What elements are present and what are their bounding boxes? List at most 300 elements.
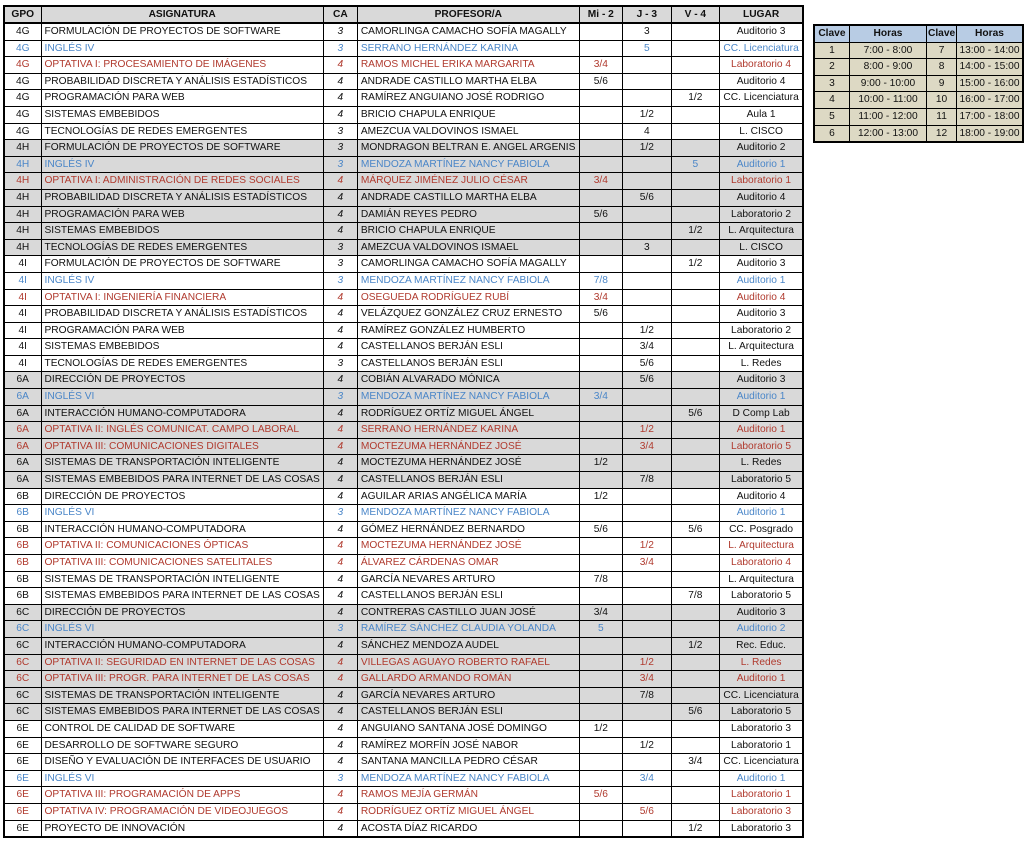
cell-mi bbox=[579, 754, 622, 771]
cell-asignatura: DIRECCIÓN DE PROYECTOS bbox=[41, 372, 323, 389]
header-mi: Mi - 2 bbox=[579, 6, 622, 23]
header-v: V - 4 bbox=[671, 6, 719, 23]
table-row bbox=[4, 505, 803, 522]
cell-lugar: Laboratorio 1 bbox=[719, 737, 803, 754]
cell-asignatura: INTERACCIÓN HUMANO-COMPUTADORA bbox=[41, 637, 323, 654]
cell-ca: 4 bbox=[323, 571, 357, 588]
cell-v: 3/4 bbox=[671, 754, 719, 771]
cell-v bbox=[671, 720, 719, 737]
cell-lugar: L. Redes bbox=[719, 355, 803, 372]
cell-v bbox=[671, 737, 719, 754]
cell-ca: 4 bbox=[323, 455, 357, 472]
cell-ca: 3 bbox=[323, 621, 357, 638]
cell-lugar: Auditorio 3 bbox=[719, 306, 803, 323]
cell-v bbox=[671, 140, 719, 157]
cell-mi: 7/8 bbox=[579, 571, 622, 588]
cell-j bbox=[622, 604, 671, 621]
cell-lugar: Laboratorio 2 bbox=[719, 206, 803, 223]
cell-gpo: 6A bbox=[4, 422, 41, 439]
cell-gpo: 6B bbox=[4, 588, 41, 605]
cell-gpo: 6B bbox=[4, 505, 41, 522]
table-row bbox=[4, 206, 803, 223]
key-horas: 16:00 - 17:00 bbox=[956, 92, 1023, 109]
key-horas: 7:00 - 8:00 bbox=[849, 42, 926, 59]
cell-j bbox=[622, 272, 671, 289]
cell-mi bbox=[579, 770, 622, 787]
key-horas: 17:00 - 18:00 bbox=[956, 108, 1023, 125]
cell-gpo: 6E bbox=[4, 754, 41, 771]
cell-lugar: Auditorio 1 bbox=[719, 156, 803, 173]
key-header-horas: Horas bbox=[956, 25, 1023, 42]
key-horas: 9:00 - 10:00 bbox=[849, 75, 926, 92]
cell-asignatura: INGLÉS IV bbox=[41, 272, 323, 289]
cell-ca: 4 bbox=[323, 803, 357, 820]
table-row bbox=[4, 322, 803, 339]
cell-j: 5/6 bbox=[622, 355, 671, 372]
table-row bbox=[4, 704, 803, 721]
key-clave: 6 bbox=[814, 125, 849, 142]
cell-mi: 3/4 bbox=[579, 173, 622, 190]
cell-gpo: 4H bbox=[4, 173, 41, 190]
cell-gpo: 6E bbox=[4, 737, 41, 754]
cell-gpo: 4H bbox=[4, 189, 41, 206]
cell-gpo: 6C bbox=[4, 621, 41, 638]
cell-v bbox=[671, 555, 719, 572]
table-row bbox=[4, 156, 803, 173]
cell-profesor: RAMÍREZ GONZÁLEZ HUMBERTO bbox=[357, 322, 579, 339]
cell-ca: 4 bbox=[323, 654, 357, 671]
cell-ca: 4 bbox=[323, 704, 357, 721]
cell-mi bbox=[579, 156, 622, 173]
cell-v bbox=[671, 206, 719, 223]
cell-lugar: L. CISCO bbox=[719, 123, 803, 140]
hours-key-table bbox=[813, 24, 1024, 143]
cell-asignatura: INGLÉS VI bbox=[41, 770, 323, 787]
cell-lugar: L. Redes bbox=[719, 455, 803, 472]
cell-mi: 3/4 bbox=[579, 389, 622, 406]
cell-j bbox=[622, 173, 671, 190]
cell-ca: 4 bbox=[323, 189, 357, 206]
cell-ca: 4 bbox=[323, 488, 357, 505]
table-row bbox=[4, 339, 803, 356]
cell-lugar: Laboratorio 1 bbox=[719, 787, 803, 804]
cell-asignatura: OPTATIVA III: COMUNICACIONES SATELITALES bbox=[41, 555, 323, 572]
cell-mi bbox=[579, 322, 622, 339]
cell-lugar: L. Arquitectura bbox=[719, 538, 803, 555]
cell-gpo: 4I bbox=[4, 256, 41, 273]
cell-j: 3 bbox=[622, 23, 671, 40]
key-row bbox=[814, 59, 1023, 76]
cell-gpo: 4I bbox=[4, 322, 41, 339]
cell-gpo: 4G bbox=[4, 57, 41, 74]
cell-mi bbox=[579, 189, 622, 206]
table-row bbox=[4, 604, 803, 621]
table-row bbox=[4, 455, 803, 472]
cell-ca: 4 bbox=[323, 820, 357, 837]
cell-profesor: ACOSTA DÍAZ RICARDO bbox=[357, 820, 579, 837]
cell-profesor: CASTELLANOS BERJÁN ESLI bbox=[357, 355, 579, 372]
cell-lugar: Auditorio 1 bbox=[719, 422, 803, 439]
cell-asignatura: SISTEMAS DE TRANSPORTACIÓN INTELIGENTE bbox=[41, 571, 323, 588]
cell-mi bbox=[579, 23, 622, 40]
cell-profesor: CONTRERAS CASTILLO JUAN JOSÉ bbox=[357, 604, 579, 621]
cell-v bbox=[671, 389, 719, 406]
cell-gpo: 6E bbox=[4, 803, 41, 820]
cell-lugar: Laboratorio 4 bbox=[719, 555, 803, 572]
cell-v: 1/2 bbox=[671, 90, 719, 107]
cell-v: 1/2 bbox=[671, 637, 719, 654]
table-row bbox=[4, 223, 803, 240]
table-row bbox=[4, 389, 803, 406]
cell-v bbox=[671, 106, 719, 123]
cell-profesor: MOCTEZUMA HERNÁNDEZ JOSÉ bbox=[357, 455, 579, 472]
cell-gpo: 6C bbox=[4, 604, 41, 621]
cell-profesor: ANGUIANO SANTANA JOSÉ DOMINGO bbox=[357, 720, 579, 737]
cell-asignatura: PROBABILIDAD DISCRETA Y ANÁLISIS ESTADÍSTICOS bbox=[41, 189, 323, 206]
table-row bbox=[4, 737, 803, 754]
key-horas: 13:00 - 14:00 bbox=[956, 42, 1023, 59]
cell-gpo: 4G bbox=[4, 23, 41, 40]
cell-gpo: 6C bbox=[4, 687, 41, 704]
cell-v bbox=[671, 239, 719, 256]
cell-mi bbox=[579, 472, 622, 489]
table-row bbox=[4, 372, 803, 389]
cell-lugar: Auditorio 4 bbox=[719, 488, 803, 505]
cell-lugar: Auditorio 1 bbox=[719, 770, 803, 787]
cell-profesor: GÓMEZ HERNÁNDEZ BERNARDO bbox=[357, 521, 579, 538]
cell-profesor: AGUILAR ARIAS ANGÉLICA MARÍA bbox=[357, 488, 579, 505]
cell-gpo: 4I bbox=[4, 339, 41, 356]
cell-gpo: 4I bbox=[4, 289, 41, 306]
key-clave: 9 bbox=[927, 75, 957, 92]
cell-ca: 4 bbox=[323, 787, 357, 804]
key-header-clave: Clave bbox=[927, 25, 957, 42]
cell-lugar: Laboratorio 4 bbox=[719, 57, 803, 74]
table-row bbox=[4, 754, 803, 771]
cell-ca: 3 bbox=[323, 40, 357, 57]
key-clave: 3 bbox=[814, 75, 849, 92]
cell-lugar: Auditorio 2 bbox=[719, 140, 803, 157]
cell-profesor: SANTANA MANCILLA PEDRO CÉSAR bbox=[357, 754, 579, 771]
cell-mi bbox=[579, 422, 622, 439]
cell-lugar: Auditorio 3 bbox=[719, 23, 803, 40]
table-row bbox=[4, 488, 803, 505]
schedule-body bbox=[4, 23, 803, 837]
cell-mi bbox=[579, 737, 622, 754]
cell-v: 1/2 bbox=[671, 256, 719, 273]
cell-lugar: Aula 1 bbox=[719, 106, 803, 123]
cell-j bbox=[622, 621, 671, 638]
cell-v bbox=[671, 538, 719, 555]
cell-ca: 3 bbox=[323, 389, 357, 406]
cell-j: 1/2 bbox=[622, 737, 671, 754]
header-profesor: PROFESOR/A bbox=[357, 6, 579, 23]
key-clave: 5 bbox=[814, 108, 849, 125]
cell-v bbox=[671, 372, 719, 389]
cell-v bbox=[671, 455, 719, 472]
cell-lugar: Laboratorio 5 bbox=[719, 472, 803, 489]
cell-ca: 4 bbox=[323, 588, 357, 605]
cell-ca: 4 bbox=[323, 57, 357, 74]
cell-asignatura: PROGRAMACIÓN PARA WEB bbox=[41, 322, 323, 339]
cell-v bbox=[671, 289, 719, 306]
cell-v: 5/6 bbox=[671, 521, 719, 538]
cell-j: 7/8 bbox=[622, 472, 671, 489]
cell-lugar: Auditorio 2 bbox=[719, 621, 803, 638]
cell-profesor: CAMORLINGA CAMACHO SOFÍA MAGALLY bbox=[357, 256, 579, 273]
cell-v bbox=[671, 472, 719, 489]
cell-ca: 4 bbox=[323, 637, 357, 654]
cell-lugar: D Comp Lab bbox=[719, 405, 803, 422]
cell-asignatura: PROBABILIDAD DISCRETA Y ANÁLISIS ESTADÍSTICOS bbox=[41, 306, 323, 323]
cell-j bbox=[622, 488, 671, 505]
cell-gpo: 4H bbox=[4, 140, 41, 157]
cell-profesor: DAMIÁN REYES PEDRO bbox=[357, 206, 579, 223]
cell-lugar: Auditorio 4 bbox=[719, 289, 803, 306]
cell-asignatura: INGLÉS VI bbox=[41, 389, 323, 406]
cell-ca: 3 bbox=[323, 256, 357, 273]
cell-ca: 4 bbox=[323, 671, 357, 688]
cell-v bbox=[671, 173, 719, 190]
key-clave: 8 bbox=[927, 59, 957, 76]
cell-ca: 4 bbox=[323, 720, 357, 737]
cell-ca: 3 bbox=[323, 140, 357, 157]
cell-lugar: CC. Licenciatura bbox=[719, 687, 803, 704]
table-row bbox=[4, 687, 803, 704]
key-row bbox=[814, 75, 1023, 92]
cell-ca: 4 bbox=[323, 737, 357, 754]
cell-v: 5/6 bbox=[671, 405, 719, 422]
cell-j: 7/8 bbox=[622, 687, 671, 704]
cell-profesor: MENDOZA MARTÍNEZ NANCY FABIOLA bbox=[357, 156, 579, 173]
cell-profesor: MENDOZA MARTÍNEZ NANCY FABIOLA bbox=[357, 505, 579, 522]
cell-mi: 1/2 bbox=[579, 720, 622, 737]
cell-v: 5/6 bbox=[671, 704, 719, 721]
cell-v bbox=[671, 40, 719, 57]
cell-j bbox=[622, 90, 671, 107]
cell-ca: 4 bbox=[323, 90, 357, 107]
cell-profesor: AMEZCUA VALDOVINOS ISMAEL bbox=[357, 123, 579, 140]
cell-v bbox=[671, 23, 719, 40]
cell-v bbox=[671, 322, 719, 339]
key-horas: 11:00 - 12:00 bbox=[849, 108, 926, 125]
cell-profesor: RAMÍREZ SÁNCHEZ CLAUDIA YOLANDA bbox=[357, 621, 579, 638]
cell-asignatura: PROGRAMACIÓN PARA WEB bbox=[41, 206, 323, 223]
header-gpo: GPO bbox=[4, 6, 41, 23]
cell-asignatura: INGLÉS VI bbox=[41, 505, 323, 522]
table-row bbox=[4, 720, 803, 737]
cell-gpo: 6A bbox=[4, 405, 41, 422]
cell-ca: 4 bbox=[323, 372, 357, 389]
cell-v bbox=[671, 422, 719, 439]
cell-asignatura: FORMULACIÓN DE PROYECTOS DE SOFTWARE bbox=[41, 23, 323, 40]
cell-asignatura: PROYECTO DE INNOVACIÓN bbox=[41, 820, 323, 837]
cell-profesor: MENDOZA MARTÍNEZ NANCY FABIOLA bbox=[357, 389, 579, 406]
table-row bbox=[4, 173, 803, 190]
cell-ca: 3 bbox=[323, 355, 357, 372]
cell-gpo: 4G bbox=[4, 106, 41, 123]
cell-gpo: 6A bbox=[4, 372, 41, 389]
cell-profesor: MOCTEZUMA HERNÁNDEZ JOSÉ bbox=[357, 538, 579, 555]
cell-asignatura: SISTEMAS DE TRANSPORTACIÓN INTELIGENTE bbox=[41, 455, 323, 472]
key-row bbox=[814, 92, 1023, 109]
cell-gpo: 4H bbox=[4, 239, 41, 256]
cell-lugar: CC. Licenciatura bbox=[719, 40, 803, 57]
cell-lugar: CC. Licenciatura bbox=[719, 90, 803, 107]
table-row bbox=[4, 40, 803, 57]
cell-mi bbox=[579, 654, 622, 671]
cell-j bbox=[622, 637, 671, 654]
cell-asignatura: DIRECCIÓN DE PROYECTOS bbox=[41, 604, 323, 621]
cell-ca: 4 bbox=[323, 306, 357, 323]
cell-lugar: Laboratorio 2 bbox=[719, 322, 803, 339]
cell-profesor: MÁRQUEZ JIMÉNEZ JULIO CÉSAR bbox=[357, 173, 579, 190]
table-row bbox=[4, 621, 803, 638]
cell-j: 5/6 bbox=[622, 372, 671, 389]
cell-profesor: MOCTEZUMA HERNÁNDEZ JOSÉ bbox=[357, 438, 579, 455]
cell-lugar: Laboratorio 5 bbox=[719, 588, 803, 605]
cell-profesor: ANDRADE CASTILLO MARTHA ELBA bbox=[357, 73, 579, 90]
table-row bbox=[4, 73, 803, 90]
cell-gpo: 6A bbox=[4, 438, 41, 455]
cell-lugar: Auditorio 4 bbox=[719, 189, 803, 206]
cell-v: 7/8 bbox=[671, 588, 719, 605]
cell-asignatura: SISTEMAS EMBEBIDOS PARA INTERNET DE LAS COSAS bbox=[41, 588, 323, 605]
cell-mi bbox=[579, 90, 622, 107]
cell-profesor: GARCÍA NEVARES ARTURO bbox=[357, 687, 579, 704]
cell-j bbox=[622, 156, 671, 173]
cell-j: 3/4 bbox=[622, 671, 671, 688]
cell-gpo: 6E bbox=[4, 770, 41, 787]
table-row bbox=[4, 289, 803, 306]
cell-asignatura: FORMULACIÓN DE PROYECTOS DE SOFTWARE bbox=[41, 140, 323, 157]
cell-gpo: 6A bbox=[4, 389, 41, 406]
cell-ca: 3 bbox=[323, 272, 357, 289]
cell-asignatura: OPTATIVA II: INGLÉS COMUNICAT. CAMPO LABORAL bbox=[41, 422, 323, 439]
cell-lugar: Auditorio 1 bbox=[719, 505, 803, 522]
cell-lugar: L. Arquitectura bbox=[719, 339, 803, 356]
cell-v: 5 bbox=[671, 156, 719, 173]
cell-ca: 3 bbox=[323, 156, 357, 173]
cell-v bbox=[671, 621, 719, 638]
cell-mi bbox=[579, 820, 622, 837]
cell-v bbox=[671, 687, 719, 704]
cell-mi: 5/6 bbox=[579, 521, 622, 538]
cell-lugar: Laboratorio 5 bbox=[719, 438, 803, 455]
cell-lugar: Laboratorio 3 bbox=[719, 720, 803, 737]
cell-mi bbox=[579, 687, 622, 704]
cell-ca: 3 bbox=[323, 505, 357, 522]
cell-lugar: Laboratorio 1 bbox=[719, 173, 803, 190]
cell-ca: 3 bbox=[323, 23, 357, 40]
cell-profesor: RODRÍGUEZ ORTÍZ MIGUEL ÁNGEL bbox=[357, 405, 579, 422]
schedule-table bbox=[3, 5, 804, 838]
cell-mi bbox=[579, 538, 622, 555]
cell-gpo: 6B bbox=[4, 555, 41, 572]
key-clave: 1 bbox=[814, 42, 849, 59]
cell-lugar: Auditorio 1 bbox=[719, 389, 803, 406]
cell-mi: 3/4 bbox=[579, 289, 622, 306]
cell-mi bbox=[579, 106, 622, 123]
key-clave: 7 bbox=[927, 42, 957, 59]
cell-gpo: 4I bbox=[4, 272, 41, 289]
cell-v bbox=[671, 488, 719, 505]
cell-ca: 4 bbox=[323, 687, 357, 704]
table-row bbox=[4, 140, 803, 157]
cell-v bbox=[671, 787, 719, 804]
cell-v bbox=[671, 73, 719, 90]
cell-gpo: 4G bbox=[4, 123, 41, 140]
cell-j bbox=[622, 289, 671, 306]
cell-ca: 4 bbox=[323, 422, 357, 439]
cell-asignatura: INGLÉS VI bbox=[41, 621, 323, 638]
cell-profesor: MONDRAGON BELTRAN E. ANGEL ARGENIS bbox=[357, 140, 579, 157]
cell-asignatura: OPTATIVA II: COMUNICACIONES ÓPTICAS bbox=[41, 538, 323, 555]
cell-profesor: CAMORLINGA CAMACHO SOFÍA MAGALLY bbox=[357, 23, 579, 40]
cell-lugar: CC. Posgrado bbox=[719, 521, 803, 538]
cell-ca: 4 bbox=[323, 754, 357, 771]
cell-gpo: 4H bbox=[4, 223, 41, 240]
table-row bbox=[4, 654, 803, 671]
cell-asignatura: SISTEMAS DE TRANSPORTACIÓN INTELIGENTE bbox=[41, 687, 323, 704]
cell-profesor: SERRANO HERNÁNDEZ KARINA bbox=[357, 40, 579, 57]
cell-v bbox=[671, 654, 719, 671]
cell-ca: 3 bbox=[323, 123, 357, 140]
cell-lugar: Rec. Educ. bbox=[719, 637, 803, 654]
cell-v bbox=[671, 306, 719, 323]
cell-profesor: RAMOS MEJÍA GERMÁN bbox=[357, 787, 579, 804]
cell-v bbox=[671, 505, 719, 522]
cell-asignatura: DESARROLLO DE SOFTWARE SEGURO bbox=[41, 737, 323, 754]
key-horas: 18:00 - 19:00 bbox=[956, 125, 1023, 142]
cell-gpo: 4G bbox=[4, 90, 41, 107]
cell-ca: 4 bbox=[323, 538, 357, 555]
cell-j: 5/6 bbox=[622, 189, 671, 206]
cell-j bbox=[622, 389, 671, 406]
cell-profesor: COBIÁN ALVARADO MÓNICA bbox=[357, 372, 579, 389]
cell-j bbox=[622, 571, 671, 588]
table-row bbox=[4, 671, 803, 688]
cell-gpo: 4G bbox=[4, 40, 41, 57]
cell-profesor: RAMÍREZ ANGUIANO JOSÉ RODRIGO bbox=[357, 90, 579, 107]
key-header-horas: Horas bbox=[849, 25, 926, 42]
cell-v bbox=[671, 339, 719, 356]
cell-gpo: 4G bbox=[4, 73, 41, 90]
cell-j bbox=[622, 505, 671, 522]
cell-v: 1/2 bbox=[671, 820, 719, 837]
cell-asignatura: TECNOLOGÍAS DE REDES EMERGENTES bbox=[41, 123, 323, 140]
cell-mi: 5/6 bbox=[579, 787, 622, 804]
cell-lugar: Auditorio 3 bbox=[719, 372, 803, 389]
cell-mi bbox=[579, 40, 622, 57]
table-row bbox=[4, 189, 803, 206]
cell-gpo: 6E bbox=[4, 787, 41, 804]
cell-mi bbox=[579, 256, 622, 273]
cell-j bbox=[622, 720, 671, 737]
cell-j bbox=[622, 521, 671, 538]
cell-j bbox=[622, 256, 671, 273]
cell-profesor: GALLARDO ARMANDO ROMÁN bbox=[357, 671, 579, 688]
cell-profesor: GARCÍA NEVARES ARTURO bbox=[357, 571, 579, 588]
cell-mi bbox=[579, 555, 622, 572]
table-row bbox=[4, 588, 803, 605]
cell-gpo: 6A bbox=[4, 455, 41, 472]
key-clave: 11 bbox=[927, 108, 957, 125]
table-row bbox=[4, 90, 803, 107]
cell-gpo: 6C bbox=[4, 704, 41, 721]
table-row bbox=[4, 521, 803, 538]
cell-ca: 4 bbox=[323, 339, 357, 356]
